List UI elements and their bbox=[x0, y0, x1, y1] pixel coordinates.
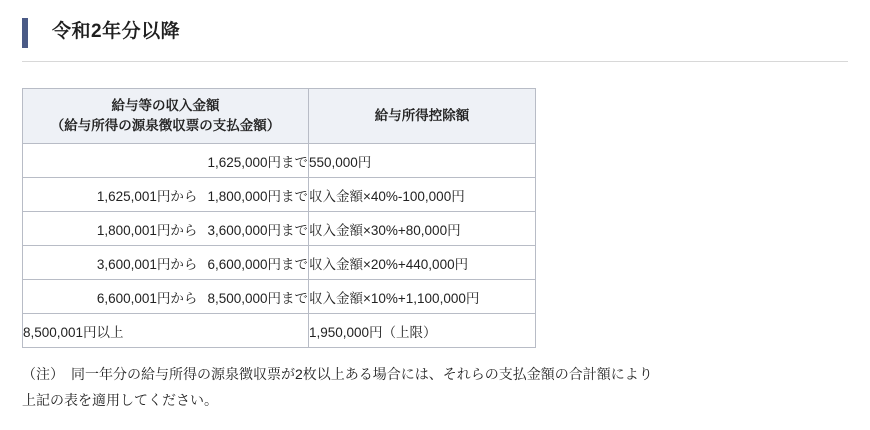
table-row bbox=[23, 212, 536, 246]
cell-deduction-amount: 収入金額×40%-100,000円 bbox=[309, 178, 536, 212]
note-line-2: 上記の表を適用してください。 bbox=[22, 391, 218, 408]
table-row bbox=[23, 314, 536, 348]
income-range-to: 6,600,000円まで bbox=[207, 256, 308, 272]
income-range-from: 8,500,001円以上 bbox=[23, 324, 124, 340]
column-header-income-line2: （給与所得の源泉徴収票の支払金額） bbox=[50, 118, 281, 133]
cell-income-range bbox=[23, 280, 309, 314]
section-heading bbox=[22, 16, 848, 62]
income-range-to: 8,500,000円まで bbox=[207, 290, 308, 306]
table-row bbox=[23, 144, 536, 178]
salary-deduction-table bbox=[22, 88, 536, 348]
cell-deduction-amount: 収入金額×20%+440,000円 bbox=[309, 246, 536, 280]
column-header-income-line1: 給与等の収入金額 bbox=[111, 98, 220, 114]
income-range-from: 1,800,001円から bbox=[96, 222, 198, 238]
income-range-from: 3,600,001円から bbox=[96, 256, 198, 272]
heading-accent-bar bbox=[22, 18, 28, 48]
income-range-from: 6,600,001円から bbox=[96, 290, 198, 306]
deduction-table-wrapper bbox=[22, 88, 536, 348]
table-header-row bbox=[23, 89, 536, 144]
cell-deduction-amount: 収入金額×30%+80,000円 bbox=[309, 212, 536, 246]
cell-income-range bbox=[23, 178, 309, 212]
table-row bbox=[23, 246, 536, 280]
income-range-to: 3,600,000円まで bbox=[207, 222, 308, 238]
income-range-to: 1,625,000円まで bbox=[207, 154, 308, 170]
income-range-to: 1,800,000円まで bbox=[207, 188, 308, 204]
page-title: 令和2年分以降 bbox=[52, 21, 181, 42]
column-header-income bbox=[23, 89, 309, 144]
cell-income-range bbox=[23, 212, 309, 246]
cell-income-range bbox=[23, 314, 309, 348]
cell-income-range bbox=[23, 246, 309, 280]
table-row bbox=[23, 280, 536, 314]
cell-deduction-amount: 収入金額×10%+1,100,000円 bbox=[309, 280, 536, 314]
cell-income-range bbox=[23, 144, 309, 178]
table-note bbox=[22, 362, 848, 414]
income-range-from: 1,625,001円から bbox=[96, 188, 198, 204]
cell-deduction-amount: 550,000円 bbox=[309, 144, 536, 178]
table-row bbox=[23, 178, 536, 212]
note-line-1: （注） 同一年分の給与所得の源泉徴収票が2枚以上ある場合には、それらの支払金額の合計額により bbox=[22, 366, 653, 382]
column-header-deduction: 給与所得控除額 bbox=[309, 89, 536, 144]
cell-deduction-amount: 1,950,000円（上限） bbox=[309, 314, 536, 348]
